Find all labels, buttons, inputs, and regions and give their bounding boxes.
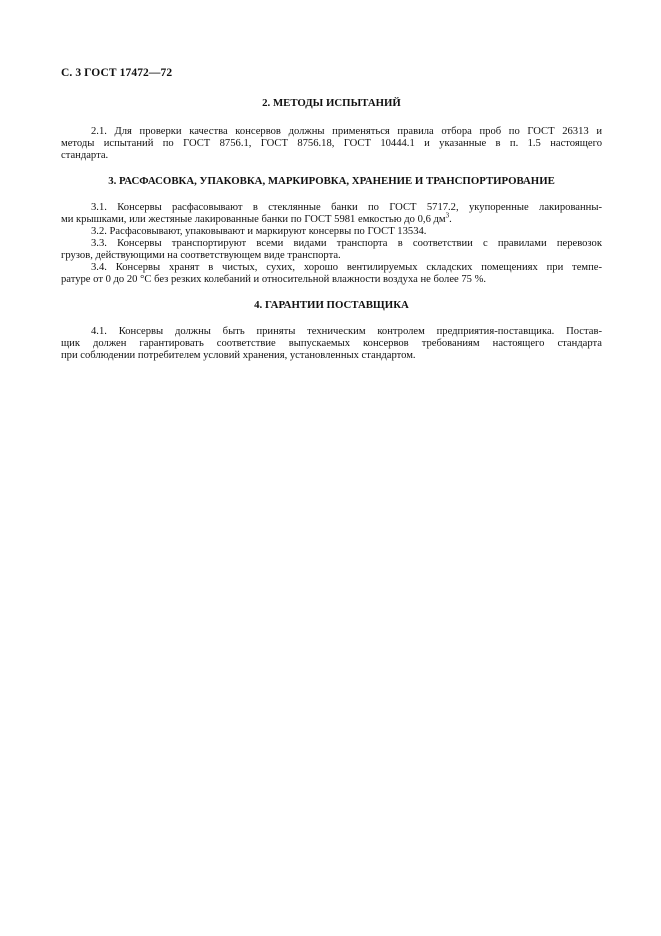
- text-line: грузов, действующими на соответствующем виде транспорта.: [61, 250, 341, 261]
- paragraph-4-1: [61, 326, 602, 362]
- text-line: щик должен гарантировать соответствие выпускаемых консервов требованиям настоящего стандарта: [61, 338, 602, 349]
- text-line: 3.1. Консервы расфасовывают в стеклянные банки по ГОСТ 5717.2, укупоренные лакированны-: [91, 202, 602, 213]
- text-line: 3.4. Консервы хранят в чистых, сухих, хорошо вентилируемых складских помещениях при темпе-: [91, 262, 602, 273]
- superscript: 3: [445, 211, 450, 220]
- section-heading: 3. РАСФАСОВКА, УПАКОВКА, МАРКИРОВКА, ХРАНЕНИЕ И ТРАНСПОРТИРОВАНИЕ: [108, 175, 555, 187]
- paragraph-3-2: [61, 226, 602, 238]
- text-line-body: ми крышками, или жестяные лакированные банки по ГОСТ 5981 емкостью до 0,6 дм: [61, 214, 446, 225]
- page-header: С. 3 ГОСТ 17472—72: [61, 67, 173, 79]
- paragraph-2-1: [61, 126, 602, 162]
- text-line: 3.3. Консервы транспортируют всеми видами транспорта в соответствии с правилами перевозок: [91, 238, 602, 249]
- section-supplier-guarantees: [61, 298, 602, 362]
- section-heading: 2. МЕТОДЫ ИСПЫТАНИЙ: [262, 97, 401, 109]
- section-heading: 4. ГАРАНТИИ ПОСТАВЩИКА: [254, 299, 409, 311]
- text-line-end: .: [449, 214, 452, 225]
- text-line: ратуре от 0 до 20 °С без резких колебаний и относительной влажности воздуха не более 75 %.: [61, 274, 487, 285]
- paragraph-3-3: [61, 238, 602, 262]
- text-line: 2.1. Для проверки качества консервов должны применяться правила отбора проб по ГОСТ 26313 и: [91, 126, 602, 137]
- paragraph-3-4: [61, 262, 602, 286]
- paragraph-3-1: [61, 202, 602, 226]
- text-line: 4.1. Консервы должны быть приняты техническим контролем предприятия-поставщика. Постав-: [91, 326, 602, 337]
- text-line: стандарта.: [61, 150, 109, 161]
- text-line: методы испытаний по ГОСТ 8756.1, ГОСТ 8756.18, ГОСТ 10444.1 и указанные в п. 1.5 настоящего: [61, 138, 602, 149]
- text-line: при соблюдении потребителем условий хранения, установленных стандартом.: [61, 350, 416, 361]
- section-test-methods: [61, 96, 602, 162]
- text-line: 3.2. Расфасовывают, упаковывают и маркируют консервы по ГОСТ 13534.: [91, 226, 427, 237]
- text-line: [61, 211, 602, 226]
- document-body: [61, 96, 602, 362]
- section-packaging: [61, 174, 602, 286]
